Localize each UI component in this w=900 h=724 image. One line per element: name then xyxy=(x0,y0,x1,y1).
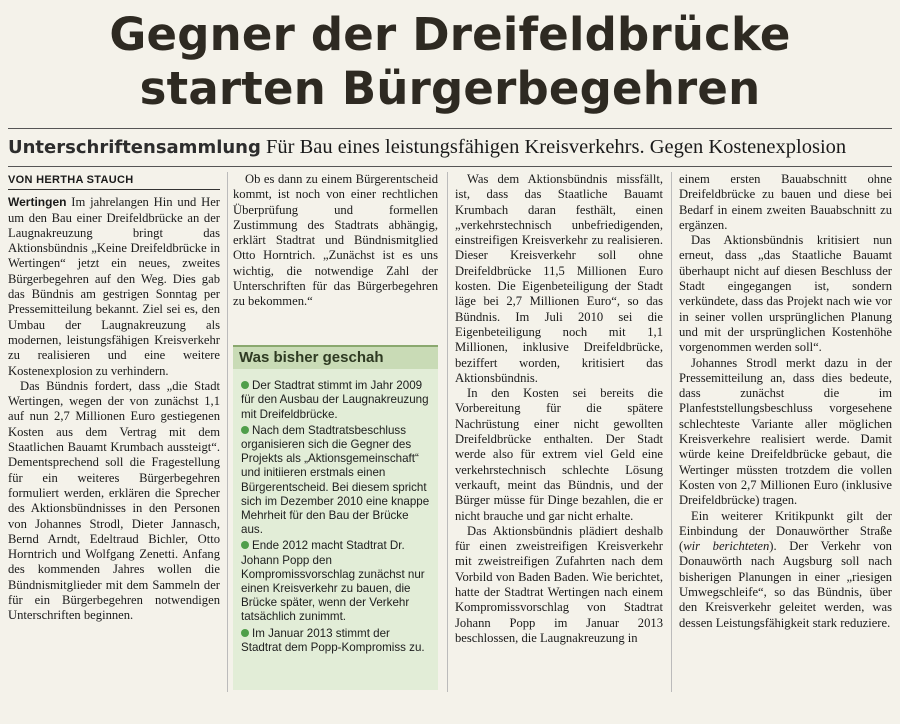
list-item xyxy=(241,379,430,422)
list-item xyxy=(241,424,430,538)
paragraph: Ob es dann zu einem Bürgerentscheid kommt, ist noch von einer rechtlichen Überprüfung und formellen Zustimmung des Stadtrats abhängig, erklärt Stadtrat und Bündnismitglied Otto Horntrich. „Zunächst ist es uns wichtig, die notwendige Zahl der Unterschriften für das Bürgerbegehren zu bekommen.“ xyxy=(233,172,438,309)
paragraph: Was dem Aktionsbündnis missfällt, ist, dass das Staatliche Bauamt Krumbach daran festhält, einen „verkehrstechnisch unbefriedigenden, einstreifigen Kreisverkehr zu realisieren. Dieser Kreisverkehr soll ohne Dreifeldbrücke 11,5 Millionen Euro kosten. Die Eigenbeteiligung der Stadt läge bei 2,7 Millionen Euro“, so das Bündnis. Im Juli 2010 sei die Eigenbeteiligung noch mit 1,1 Millionen, inklusive Dreifeldbrücke, beziffert worden, kritisiert das Aktionsbündnis. xyxy=(455,172,663,385)
paragraph-text: Im jahrelangen Hin und Her um den Bau einer Dreifeldbrücke an der Laugnakreuzung bringt das Aktionsbündnis „Keine Dreifeldbrücke in Wertingen“ jetzt ein neues, zweites Bürgerbegehren auf den Weg. Dies gab das Bündnis am gestrigen Sonntag per Pressemitteilung bekannt. Ziel sei es, den Umbau der Laugnakreuzung als modernen, leistungsfähigen Kreisverkehr zu realisieren und eine weitere Kostenexplosion zu verhindern. xyxy=(8,195,221,378)
column-divider xyxy=(447,172,448,692)
paragraph: einem ersten Bauabschnitt ohne Dreifeldbrücke zu bauen und diese bei Bedarf in einem zweiten Bauabschnitt zu ergänzen. xyxy=(679,172,892,232)
column-3 xyxy=(455,172,663,646)
list-item xyxy=(241,627,430,655)
headline xyxy=(0,8,900,116)
headline-line-2: starten Bürgerbegehren xyxy=(139,62,761,115)
info-box-list xyxy=(233,369,438,655)
list-item-text: Ende 2012 macht Stadtrat Dr. Johann Popp den Kompromissvorschlag zunächst nur einen Kreisverkehr zu bauen, die Brücke später, wenn der Verkehr tatsächlich zunimmt. xyxy=(241,539,425,624)
paragraph: In den Kosten sei bereits die Vorbereitung für die spätere Nachrüstung einer nicht gewollten Dreifeldbrücke enthalten. Der Stadt werde also für extrem viel Geld eine verkehrstechnisch schlechte Lösung verkauft, meint das Bündnis, und der Bürger müsse für Dinge bezahlen, die er nicht brauche und gar nicht erhalte. xyxy=(455,386,663,523)
paragraph: Das Bündnis fordert, dass „die Stadt Wertingen, wegen der von zunächst 1,1 auf nun 2,7 Millionen Euro gestiegenen Kosten aus dem Vertrag mit dem Staatlichen Bauamt Krumbach aussteigt“. Dementsprechend soll die Fragestellung für ein weiteres Bürgerbegehren formuliert werden, erklären die Sprecher des Aktionsbündnisses in den Personen von Johannes Strodl, Dieter Jannasch, Bernd Arndt, Edeltraud Bichler, Otto Horntrich und Wolfgang Zenetti. Anfang des kommenden Jahres wollen die Bündnismitglieder mit dem Sammeln der für ein Bürgerbegehren notwendigen Unterschriften beginnen. xyxy=(8,378,220,623)
headline-line-1: Gegner der Dreifeldbrücke xyxy=(109,8,791,61)
list-item-text: Nach dem Stadtratsbeschluss organisieren sich die Gegner des Projekts als „Aktionsgemeinschaft“ und initiieren erstmals einen Bürgerentscheid. Bei diesem spricht sich im Dezember 2010 eine knappe Mehrheit für den Bau der Brücke aus. xyxy=(241,423,430,537)
bullet-icon xyxy=(241,541,249,549)
paragraph xyxy=(679,509,892,631)
byline: VON HERTHA STAUCH xyxy=(8,173,220,190)
column-divider xyxy=(227,172,228,692)
column-divider xyxy=(671,172,672,692)
subheadline-text: Für Bau eines leistungsfähigen Kreisverkehrs. Gegen Kostenexplosion xyxy=(266,136,847,158)
cross-reference: wir berichteten xyxy=(683,539,770,554)
list-item-text: Im Januar 2013 stimmt der Stadtrat dem Popp-Kompromiss zu. xyxy=(241,626,425,654)
info-box xyxy=(233,345,438,690)
paragraph: Das Aktionsbündnis plädiert deshalb für einen zweistreifigen Kreisverkehr mit zweistreifigen Zufahrten nach dem Vorbild von Baden Baden. Wie berichtet, hatte der Stadtrat Wertingen nach einem Kompromissvorschlag von Stadtrat Johann Popp im Januar 2013 beschlossen, die Laugnakreuzung in xyxy=(455,523,663,645)
list-item xyxy=(241,539,430,624)
top-rule xyxy=(8,128,892,129)
paragraph: Johannes Strodl merkt dazu in der Pressemitteilung an, dass dies bedeute, dass zunächst die im Planfeststellungsbeschluss vorgesehene schlechteste Variante aller möglichen Kreisverkehre realisiert werde. Damit würde keine Dreifeldbrücke gebaut, die Wertinger müssten trotzdem die vollen Kosten von 2,7 Millionen Euro (inklusive Dreifeldbrücke) tragen. xyxy=(679,355,892,508)
column-4 xyxy=(679,172,892,631)
paragraph xyxy=(8,195,220,379)
sub-rule xyxy=(8,166,892,167)
subheadline xyxy=(8,134,892,161)
subheadline-kicker: Unterschriftensammlung xyxy=(8,137,261,158)
column-2 xyxy=(233,172,438,310)
paragraph: Das Aktionsbündnis kritisiert nun erneut, dass „das Staatliche Bauamt überhaupt nicht auf diesen Beschluss der Stadt eingegangen ist, sondern verkündete, dass das Projekt nach wie vor in seiner vollen ursprünglichen Planung und mit der ursprünglichen Kostenhöhe vorgenommen werden soll“. xyxy=(679,233,892,355)
bullet-icon xyxy=(241,426,249,434)
dateline: Wertingen xyxy=(8,195,67,210)
bullet-icon xyxy=(241,381,249,389)
info-box-title: Was bisher geschah xyxy=(233,347,438,369)
paragraph-text: ). Der Verkehr von Donauwörth nach Augsburg soll nach bisherigen Planungen in einer „riesigen Umwegschleife“, so das Bündnis, über den Kreisverkehr geleitet werden, was dessen Leistungsfähigkeit stark reduziere. xyxy=(679,539,892,630)
paragraph-text: Ein weiterer Kritikpunkt gilt der Einbindung der Donauwörther Straße ( xyxy=(679,508,892,554)
bullet-icon xyxy=(241,629,249,637)
list-item-text: Der Stadtrat stimmt im Jahr 2009 für den Ausbau der Laugnakreuzung mit Dreifeldbrücke. xyxy=(241,379,429,421)
column-1 xyxy=(8,172,220,624)
